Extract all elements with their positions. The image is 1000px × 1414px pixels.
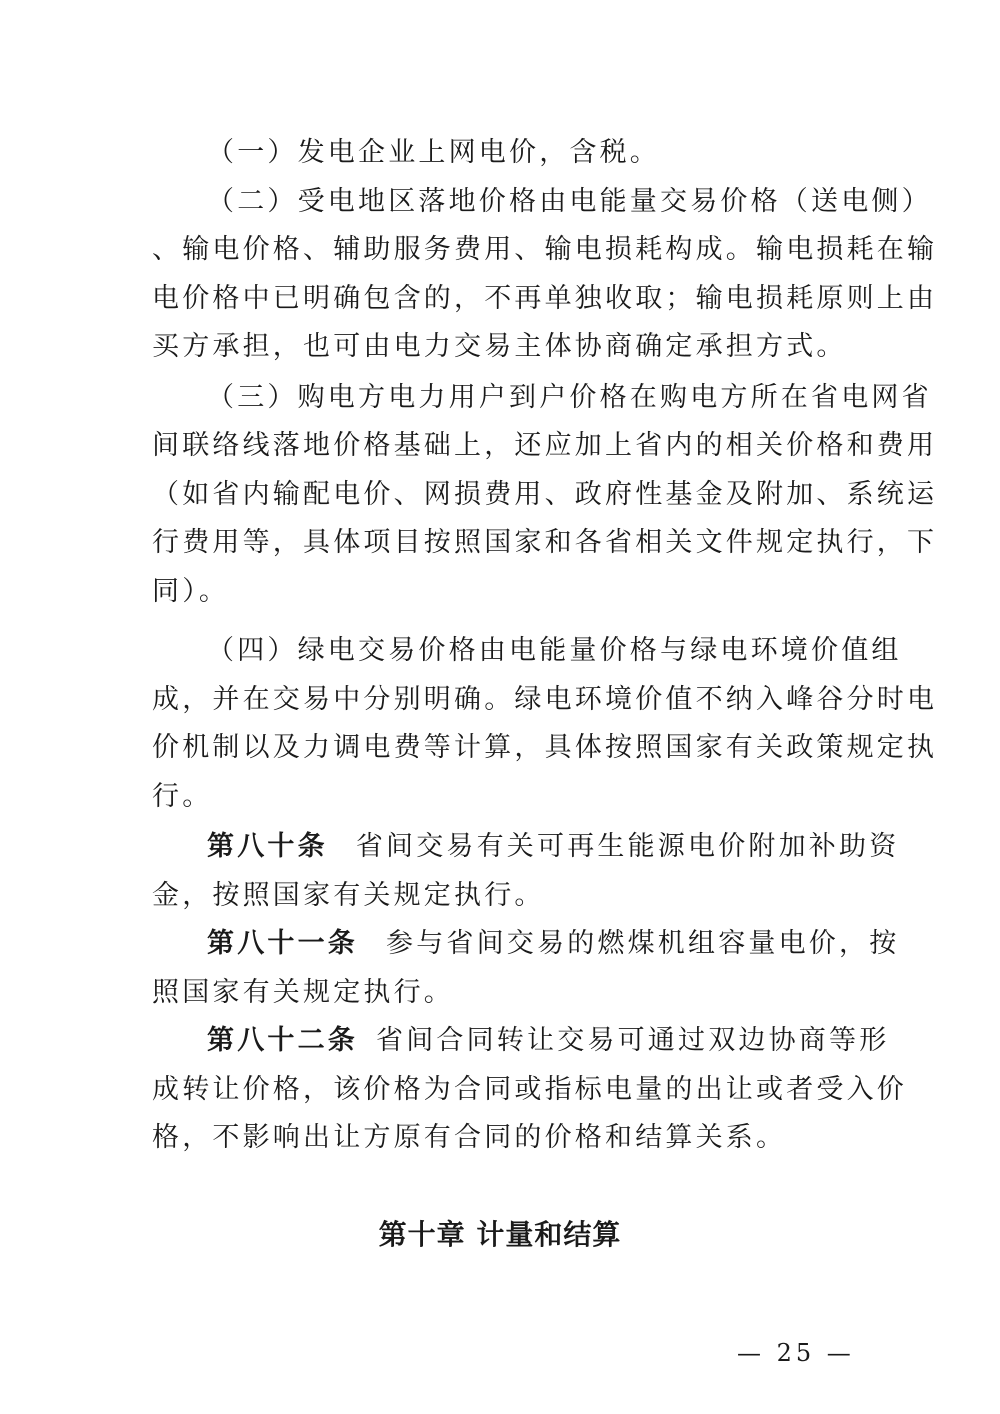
paragraph-line: 成转让价格，该价格为合同或指标电量的出让或者受入价: [152, 1074, 907, 1105]
paragraph-line: （四）绿电交易价格由电能量价格与绿电环境价值组: [207, 635, 902, 666]
paragraph-line: 成，并在交易中分别明确。绿电环境价值不纳入峰谷分时电: [152, 684, 938, 715]
chapter-title: 第十章 计量和结算: [378, 1218, 622, 1251]
paragraph-line: 格，不影响出让方原有合同的价格和结算关系。: [152, 1122, 787, 1153]
paragraph-line: 照国家有关规定执行。: [152, 977, 454, 1008]
article-81: [207, 927, 900, 961]
article-text: 省间合同转让交易可通过双边协商等形: [376, 1025, 890, 1056]
paragraph-line: 买方承担，也可由电力交易主体协商确定承担方式。: [152, 331, 847, 362]
article-80: [207, 830, 900, 864]
article-heading: 第八十二条: [207, 1025, 358, 1056]
paragraph-line: 行费用等，具体项目按照国家和各省相关文件规定执行，下: [152, 527, 938, 558]
paragraph-line: 间联络线落地价格基础上，还应加上省内的相关价格和费用: [152, 430, 938, 461]
paragraph-line: （一）发电企业上网电价，含税。: [207, 137, 660, 168]
paragraph-line: 金，按照国家有关规定执行。: [152, 880, 545, 911]
paragraph-line: 同）。: [152, 576, 230, 607]
page-number: — 25 —: [737, 1339, 855, 1367]
article-text: 省间交易有关可再生能源电价附加补助资: [355, 831, 900, 862]
paragraph-line: 行。: [152, 781, 213, 812]
paragraph-line: 、输电价格、辅助服务费用、输电损耗构成。输电损耗在输: [152, 234, 938, 265]
paragraph-line: （二）受电地区落地价格由电能量交易价格（送电侧）: [207, 186, 932, 217]
paragraph-line: 价机制以及力调电费等计算，具体按照国家有关政策规定执: [152, 732, 938, 763]
article-heading: 第八十条: [207, 831, 328, 862]
article-text: 参与省间交易的燃煤机组容量电价，按: [386, 928, 900, 959]
paragraph-line: 电价格中已明确包含的，不再单独收取；输电损耗原则上由: [152, 283, 938, 314]
paragraph-line: （三）购电方电力用户到户价格在购电方所在省电网省: [207, 382, 932, 413]
article-heading: 第八十一条: [207, 928, 358, 959]
paragraph-line: （如省内输配电价、网损费用、政府性基金及附加、系统运: [152, 479, 938, 510]
article-82: [207, 1024, 890, 1058]
